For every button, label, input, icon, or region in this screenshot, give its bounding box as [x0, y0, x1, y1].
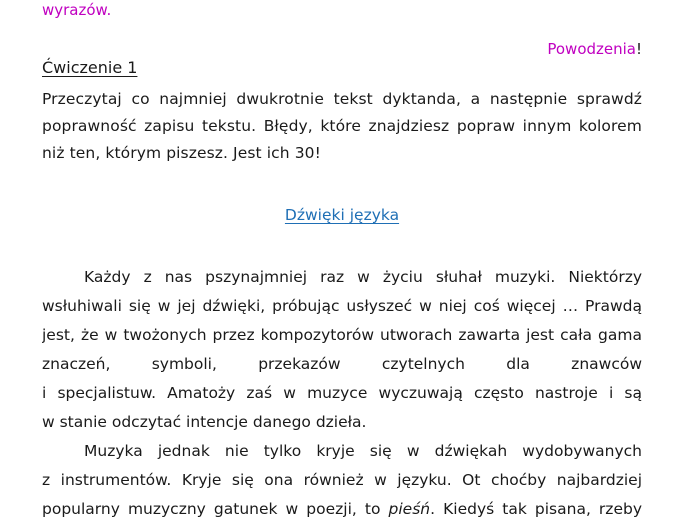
good-luck-text: Powodzenia — [547, 40, 636, 58]
instruction-line: niż ten, którym piszesz. Jest ich 30! — [42, 144, 321, 162]
dictation-line: Muzyka jednak nie tylko kryje się w dźwiękah wydobywanych — [84, 442, 642, 460]
last-line-italic-word: pieśń — [388, 500, 431, 518]
good-luck-note — [547, 39, 642, 59]
last-line-text-after: . Kiedyś tak pisana, rzeby — [430, 500, 642, 518]
dictation-line: z instrumentów. Kryje się ona również w języku. Ot choćby najbardziej — [42, 471, 642, 489]
dictation-line: i specjalistuw. Amatoży zaś w muzyce wyczuwają często nastroje i są — [42, 384, 642, 402]
instruction-line: Przeczytaj co najmniej dwukrotnie tekst dyktanda, a następnie sprawdź — [42, 90, 642, 108]
dictation-line: znaczeń, symboli, przekazów czytelnych dla znawców — [42, 355, 642, 373]
dictation-line: w stanie odczytać intencje danego dzieła. — [42, 413, 367, 431]
good-luck-exclamation: ! — [635, 40, 642, 58]
dictation-text — [42, 263, 642, 524]
exercise-title: Ćwiczenie 1 — [42, 58, 138, 77]
previous-page-fragment: wyrazów. — [42, 1, 112, 19]
dictation-line: jest, że w twożonych przez kompozytorów utworach zawarta jest cała gama — [42, 326, 642, 344]
exercise-instructions — [42, 86, 642, 167]
dictation-title-link[interactable]: Dźwięki języka — [284, 206, 400, 224]
instruction-line: poprawność zapisu tekstu. Błędy, które znajdziesz popraw innym kolorem — [42, 117, 642, 135]
dictation-line: wsłuhiwali się w jej dźwięki, próbując usłyszeć w niej coś więcej … Prawdą — [42, 297, 642, 315]
last-line-text-before: popularny muzyczny gatunek w poezji, to — [42, 500, 389, 518]
dictation-line: Każdy z nas pszynajmniej raz w życiu słuhał muzyki. Niektórzy — [84, 268, 642, 286]
